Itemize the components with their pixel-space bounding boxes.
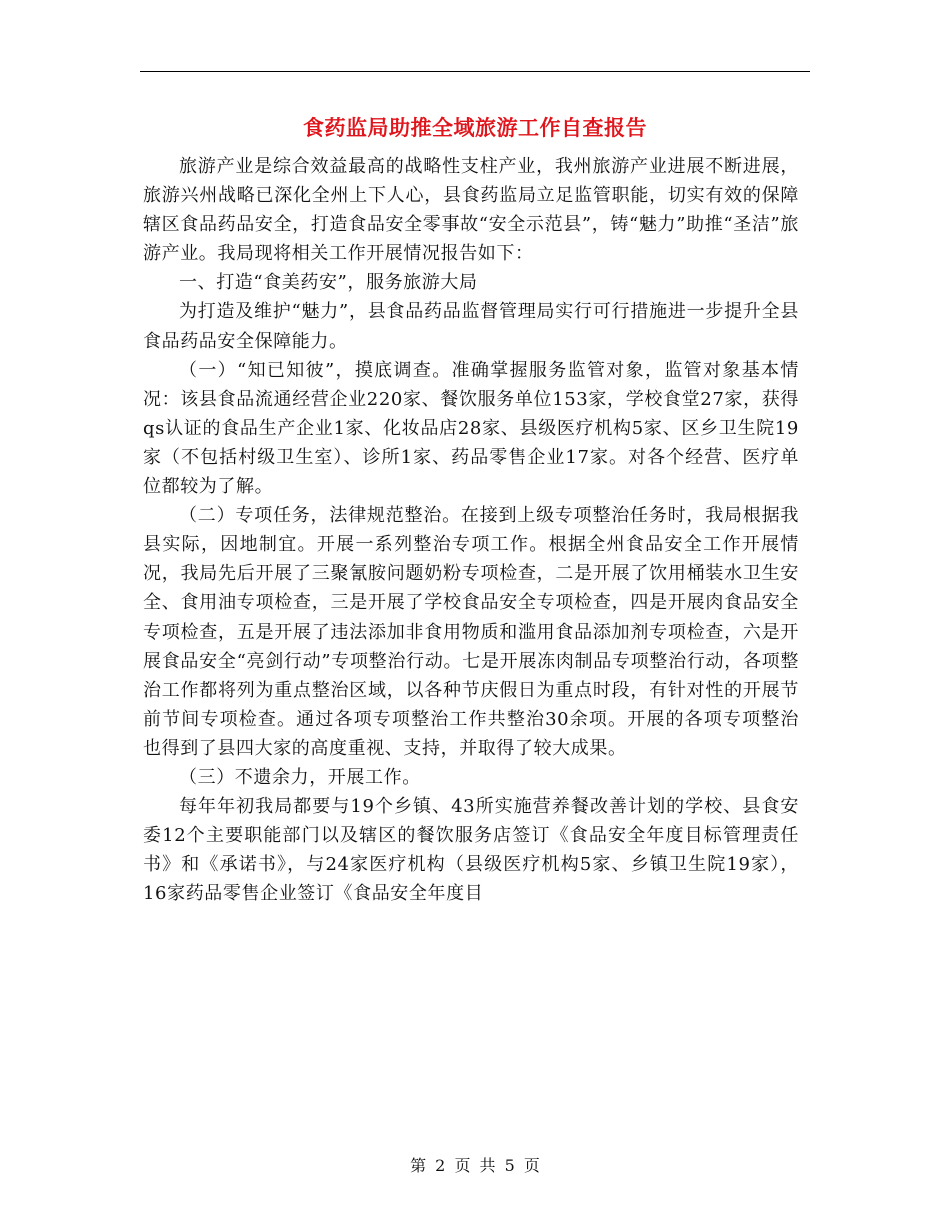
paragraph-subsection-3: 每年年初我局都要与19个乡镇、43所实施营养餐改善计划的学校、县食安委12个主要职能部门以及辖区的餐饮服务店签订《食品安全年度目标管理责任书》和《承诺书》，与24家医疗机构（县级医疗机构5家、乡镇卫生院19家），16家药品零售企业签订《食品安全年度目 xyxy=(143,796,799,905)
paragraph-subsection-1: （一）“知已知彼”，摸底调查。准确掌握服务监管对象，监管对象基本情况：该县食品流通经营企业220家、餐饮服务单位153家，学校食堂27家，获得qs认证的食品生产企业1家、化妆品店28家、县级医疗机构5家、区乡卫生院19家（不包括村级卫生室）、诊所1家、药品零售企业17家。对各个经营、医疗单位都较为了解。 xyxy=(143,359,799,498)
paragraph-section-1-summary: 为打造及维护“魅力”，县食品药品监督管理局实行可行措施进一步提升全县食品药品安全保障能力。 xyxy=(143,301,799,352)
document-title: 食药监局助推全域旅游工作自查报告 xyxy=(303,115,647,140)
page-number-footer: 第 2 页 共 5 页 xyxy=(410,1156,540,1175)
paragraph-intro: 旅游产业是综合效益最高的战略性支柱产业，我州旅游产业进展不断进展，旅游兴州战略已深化全州上下人心，县食药监局立足监管职能，切实有效的保障辖区食品药品安全，打造食品安全零事故“安全示范县”，铸“魅力”助推“圣洁”旅游产业。我局现将相关工作开展情况报告如下： xyxy=(143,156,799,265)
paragraph-subsection-2: （二）专项任务，法律规范整治。在接到上级专项整治任务时，我局根据我县实际，因地制宜。开展一系列整治专项工作。根据全州食品安全工作开展情况，我局先后开展了三聚氰胺问题奶粉专项检查，二是开展了饮用桶装水卫生安全、食用油专项检查，三是开展了学校食品安全专项检查，四是开展肉食品安全专项检查，五是开展了违法添加非食用物质和滥用食品添加剂专项检查，六是开展食品安全“亮剑行动”专项整治行动。七是开展冻肉制品专项整治行动，各项整治工作都将列为重点整治区域，以各种节庆假日为重点时段，有针对性的开展节前节间专项检查。通过各项专项整治工作共整治30余项。开展的各项专项整治也得到了县四大家的高度重视、支持，并取得了较大成果。 xyxy=(143,505,799,759)
section-heading-1: 一、打造“食美药安”，服务旅游大局 xyxy=(179,272,478,294)
document-body xyxy=(143,152,799,908)
header-rule xyxy=(140,71,810,72)
subsection-heading-3: （三）不遗余力，开展工作。 xyxy=(179,766,421,788)
